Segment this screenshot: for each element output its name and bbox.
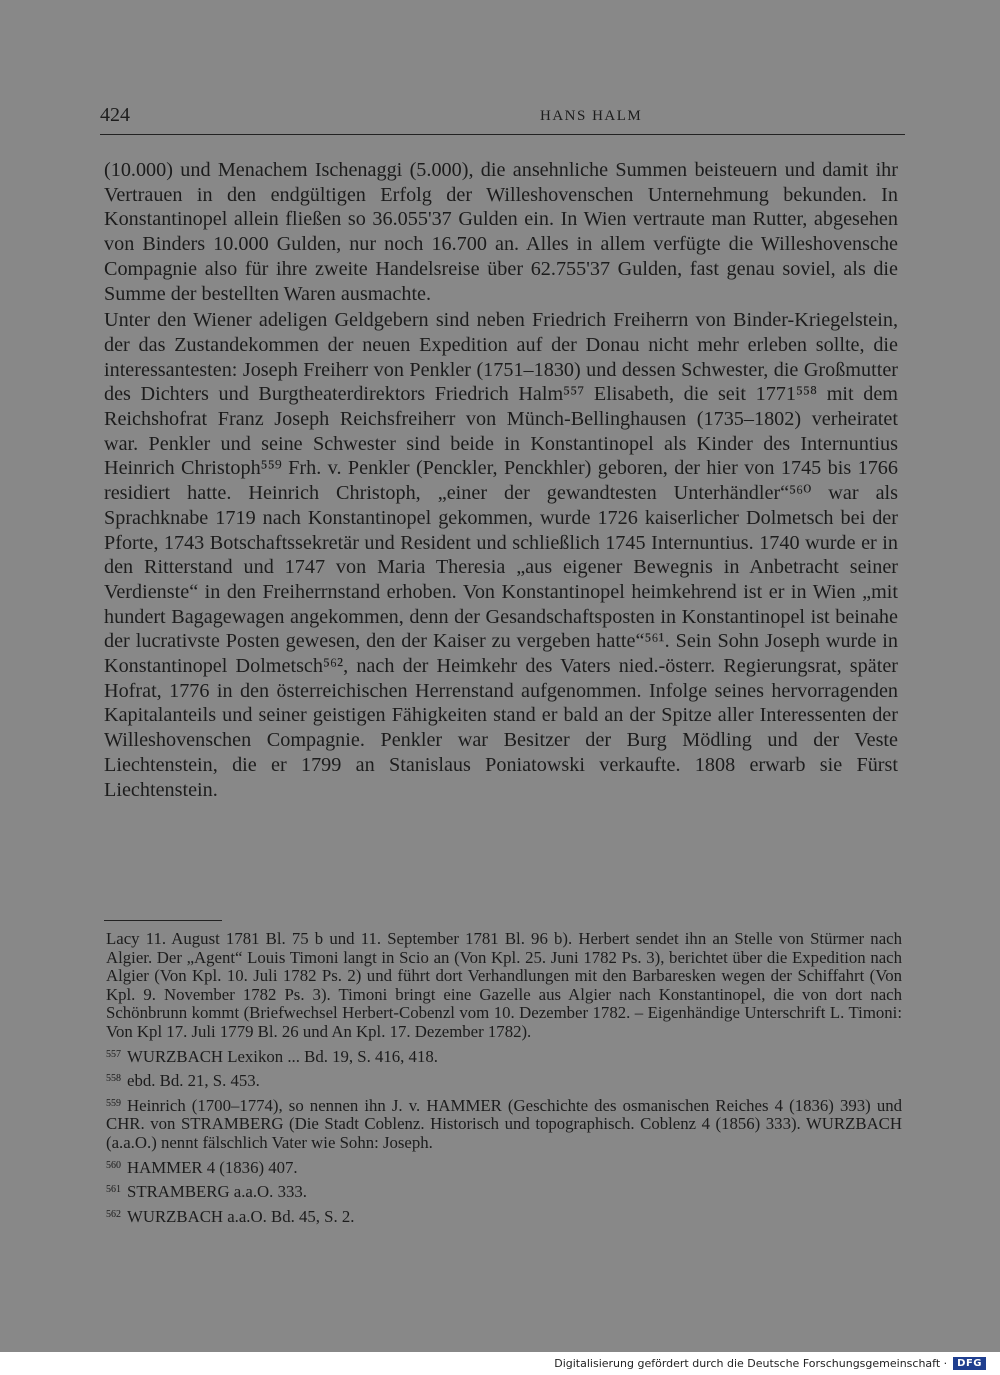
running-head: HANS HALM xyxy=(540,108,643,124)
footnote-text: HAMMER 4 (1836) 407. xyxy=(127,1157,298,1177)
footnote-number: 559 xyxy=(106,1097,121,1109)
dfg-logo: DFG xyxy=(953,1357,986,1370)
footnotes xyxy=(106,930,902,1226)
footnote-562 xyxy=(106,1206,902,1227)
footnote-number: 560 xyxy=(106,1159,121,1171)
footnote-560 xyxy=(106,1157,902,1178)
footnote-557 xyxy=(106,1046,902,1067)
footnote-rule xyxy=(104,920,222,921)
footnote-number: 562 xyxy=(106,1208,121,1220)
page-number: 424 xyxy=(100,104,130,126)
footnote-561 xyxy=(106,1181,902,1202)
footnote-text: WURZBACH Lexikon ... Bd. 19, S. 416, 418. xyxy=(127,1046,438,1066)
footnote-text: Heinrich (1700–1774), so nennen ihn J. v. HAMMER (Geschichte des osmanischen Reiches 4 (1836) 393) und CHR. von STRAMBERG (Die Stadt Coblenz. Historisch und topographisch. Coblenz 4 (1856) 333). WURZBACH (a.a.O.) nennt fälschlich Vater wie Sohn: Joseph. xyxy=(106,1095,902,1152)
footnote-number: 561 xyxy=(106,1184,121,1196)
page-header xyxy=(100,104,905,135)
footnote-558 xyxy=(106,1070,902,1091)
footnote-number: 557 xyxy=(106,1048,121,1060)
footnote-text: ebd. Bd. 21, S. 453. xyxy=(127,1071,260,1091)
funding-text: Digitalisierung gefördert durch die Deutsche Forschungsgemeinschaft · xyxy=(554,1356,948,1370)
paragraph-1: (10.000) und Menachem Ischenaggi (5.000), die ansehnliche Summen beisteuern und damit ihr Vertrauen in den endgültigen Erfolg der Willeshovenschen Unternehmung bekunden. In Konstantinopel allein fließen so 36.055'37 Gulden ein. In Wien vertraute man Rutter, abgesehen von Binders 10.000 Gulden, nur noch 16.700 an. Alles in allem verfügte die Willeshovensche Compagnie also für ihre zweite Handelsreise über 62.755'37 Gulden, fast genau soviel, als die Summe der bestellten Waren ausmachte. xyxy=(104,159,898,305)
footnote-text: WURZBACH a.a.O. Bd. 45, S. 2. xyxy=(127,1206,355,1226)
footnote-continuation: Lacy 11. August 1781 Bl. 75 b und 11. September 1781 Bl. 96 b). Herbert sendet ihn an Stelle von Stürmer nach Algier. Der „Agent“ Louis Timoni langt in Scio an (Von Kpl. 25. Juni 1782 Ps. 3), berichtet über die Expedition nach Algier (Von Kpl. 10. Juli 1782 Ps. 2) und führt dort Verhandlungen mit den Barbaresken wegen der Schiffahrt (Von Kpl. 9. November 1782 Ps. 3). Timoni bringt eine Gazelle aus Algier nach Konstantinopel, die von dort nach Schönbrunn kommt (Briefwechsel Herbert-Cobenzl vom 10. Dezember 1782. – Eigenhändige Unterschrift L. Timoni: Von Kpl 17. Juli 1779 Bl. 26 und An Kpl. 17. Dezember 1782). xyxy=(106,929,902,1041)
footnote-number: 558 xyxy=(106,1073,121,1085)
paragraph-2: Unter den Wiener adeligen Geldgebern sind neben Friedrich Freiherrn von Binder-Kriegelstein, der das Zustandekommen der neuen Expedition auf der Donau nicht mehr erleben sollte, die interessantesten: Joseph Freiherr von Penkler (1751–1830) und dessen Schwester, die Großmutter des Dichters und Burgtheaterdirektors Friedrich Halm⁵⁵⁷ Elisabeth, die seit 1771⁵⁵⁸ mit dem Reichshofrat Franz Joseph Reichsfreiherr von Münch-Bellinghausen (1735–1802) verheiratet war. Penkler und seine Schwester sind beide in Konstantinopel als Kinder des Internuntius Heinrich Christoph⁵⁵⁹ Frh. v. Penkler (Penckler, Penckhler) geboren, der hier von 1745 bis 1766 residiert hatte. Heinrich Christoph, „einer der gewandtesten Unterhändler“⁵⁶⁰ war als Sprachknabe 1719 nach Konstantinopel gekommen, wurde 1726 kaiserlicher Dolmetsch bei der Pforte, 1743 Botschaftssekretär und Resident und schließlich 1745 Internuntius. 1740 wurde er in den Ritterstand und 1747 von Maria Theresia „aus eigener Bewegnis in Anbetracht seiner Verdienste“ in den Freiherrnstand erhoben. Von Konstantinopel heimkehrend ist er in Wien „mit hundert Bagagewagen angekommen, denn der Gesandschaftsposten in Konstantinopel ist beinahe der lucrativste Posten gewesen, den der Kaiser zu vergeben hatte“⁵⁶¹. Sein Sohn Joseph wurde in Konstantinopel Dolmetsch⁵⁶², nach der Heimkehr des Vaters nied.-österr. Regierungsrat, später Hofrat, 1776 in den österreichischen Herrenstand aufgenommen. Infolge seines hervorragenden Kapitalanteils und seiner geistigen Fähigkeiten stand er bald an der Spitze aller Interessenten der Willeshovenschen Compagnie. Penkler war Besitzer der Burg Mödling und der Veste Liechtenstein, die er 1799 an Stanislaus Poniatowski verkaufte. 1808 erwarb sie Fürst Liechtenstein. xyxy=(104,309,898,801)
funding-banner xyxy=(554,1354,986,1372)
body-text xyxy=(104,158,898,802)
footnote-559 xyxy=(106,1095,902,1153)
footnote-text: STRAMBERG a.a.O. 333. xyxy=(127,1182,307,1202)
